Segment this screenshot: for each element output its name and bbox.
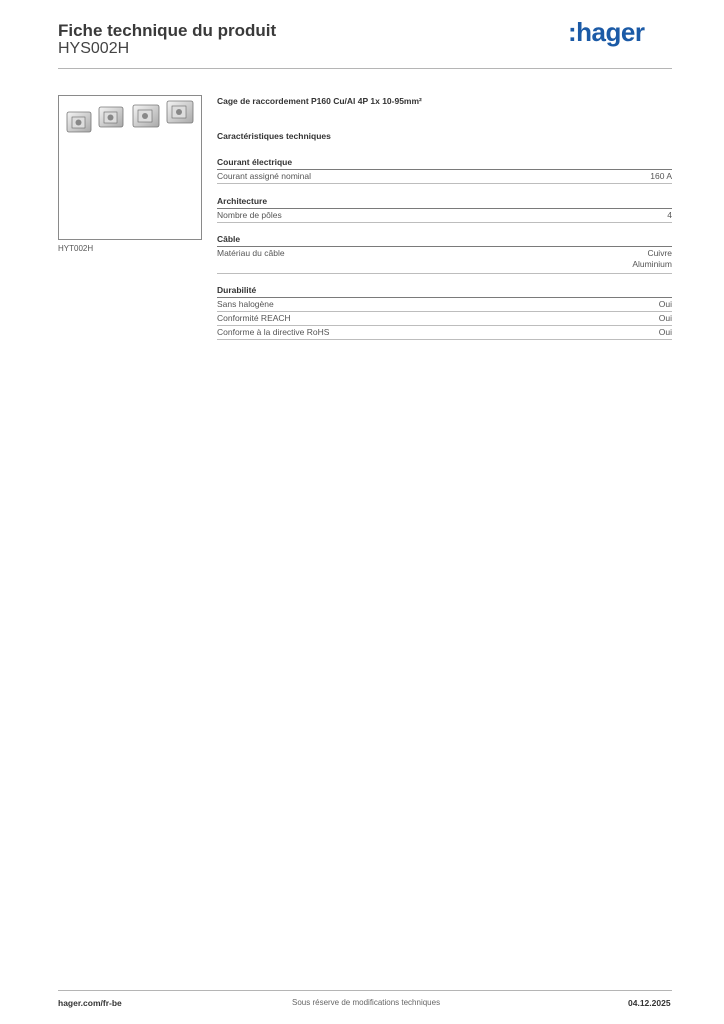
product-description: Cage de raccordement P160 Cu/Al 4P 1x 10-95mm² — [217, 96, 422, 106]
footer-divider — [58, 990, 672, 991]
connection-cages-image — [59, 96, 201, 239]
spec-label: Sans halogène — [217, 299, 274, 309]
spec-value: Oui — [658, 327, 672, 337]
spec-row — [217, 209, 672, 223]
spec-row — [217, 312, 672, 326]
group-architecture — [217, 195, 672, 223]
spec-value: 4 — [667, 210, 672, 220]
spec-value: Oui — [658, 299, 672, 309]
spec-value: 160 A — [650, 171, 672, 181]
spec-value: Aluminium — [632, 259, 672, 269]
footer-disclaimer: Sous réserve de modifications techniques — [292, 998, 441, 1007]
spec-label: Courant assigné nominal — [217, 171, 312, 181]
spec-row — [217, 247, 672, 274]
spec-label: Conforme à la directive RoHS — [217, 327, 330, 337]
photo-caption: HYT002H — [58, 244, 94, 253]
spec-row — [217, 326, 672, 340]
spec-label: Nombre de pôles — [217, 210, 282, 220]
product-reference: HYS002H — [58, 40, 130, 57]
hager-logo[interactable]: :hager — [568, 17, 645, 47]
spec-row — [217, 170, 672, 184]
group-durability — [217, 284, 672, 340]
spec-value: Oui — [658, 313, 672, 323]
spec-label: Matériau du câble — [217, 248, 285, 258]
group-electric — [217, 156, 672, 184]
group-cable — [217, 233, 672, 274]
spec-value-group — [632, 248, 672, 270]
group-title: Architecture — [217, 195, 672, 209]
page-title: Fiche technique du produit — [58, 21, 277, 40]
spec-row — [217, 298, 672, 312]
group-title: Durabilité — [217, 284, 672, 298]
group-title: Courant électrique — [217, 156, 672, 170]
product-photo — [58, 95, 202, 240]
spec-value: Cuivre — [647, 248, 672, 258]
header-divider — [58, 68, 672, 69]
section-title: Caractéristiques techniques — [217, 131, 331, 141]
footer-date: 04.12.2025 — [628, 998, 671, 1008]
group-title: Câble — [217, 233, 672, 247]
spec-label: Conformité REACH — [217, 313, 291, 323]
footer-website-link[interactable]: hager.com/fr-be — [58, 998, 122, 1008]
